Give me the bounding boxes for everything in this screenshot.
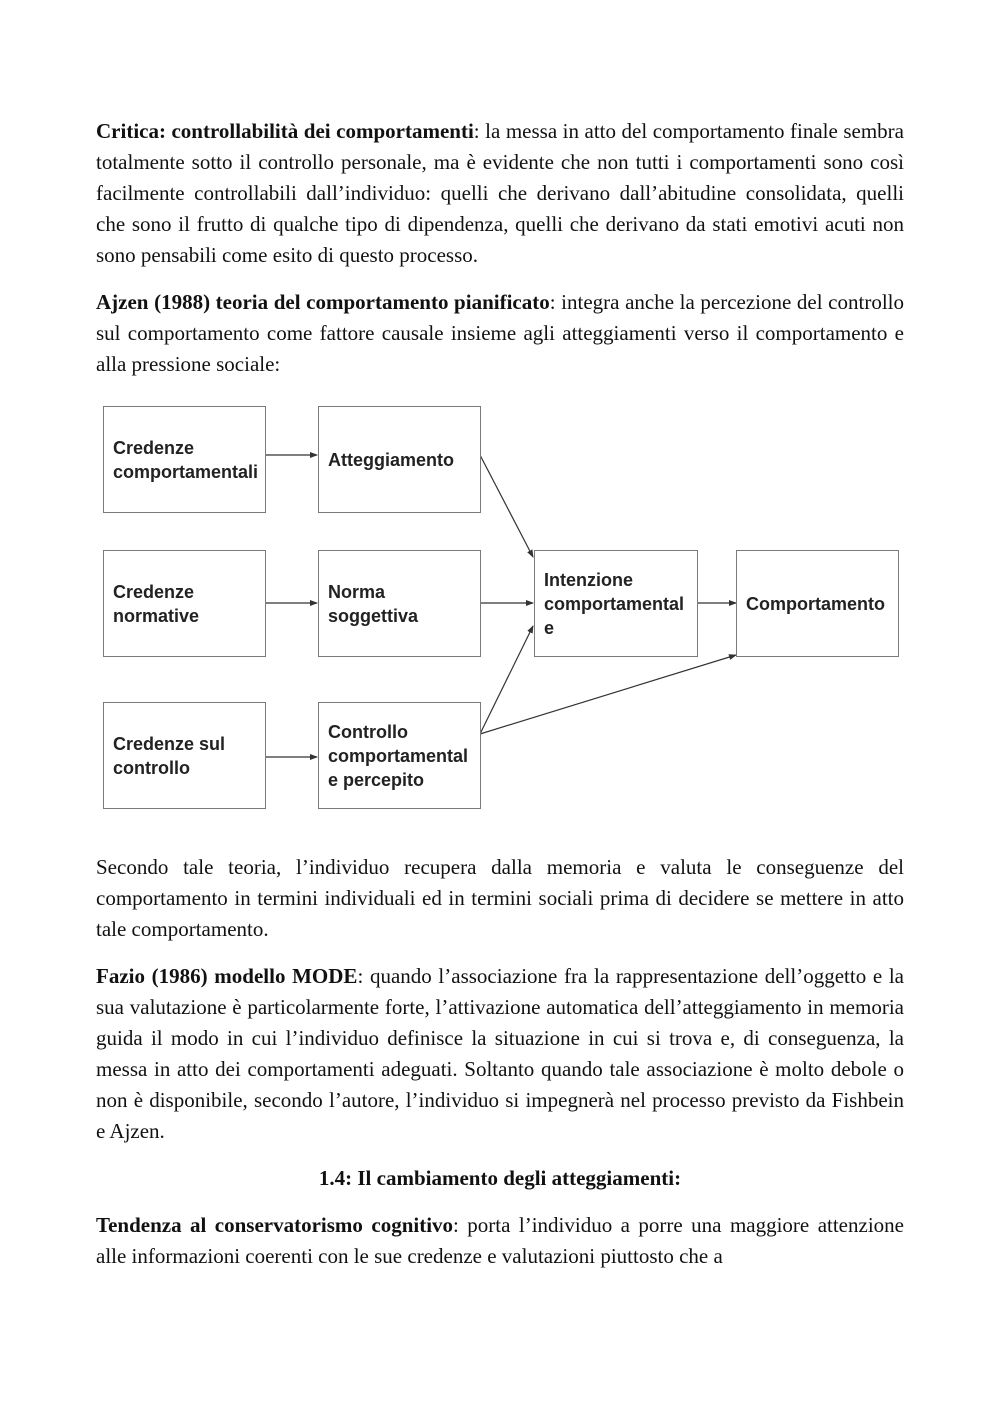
box-atteggiamento: Atteggiamento — [318, 406, 481, 513]
paragraph-secondo — [96, 852, 904, 945]
paragraph-conservatorismo — [96, 1210, 904, 1272]
paragraph-lead: Fazio (1986) modello MODE — [96, 964, 358, 988]
paragraph-text: Secondo tale teoria, l’individuo recupera dalla memoria e valuta le conseguenze del comportamento in termini individuali ed in termini sociali prima di decidere se mettere in atto tale comportamento. — [96, 855, 904, 941]
box-controllo-percepito: Controllo comportamental e percepito — [318, 702, 481, 809]
paragraph-lead: Ajzen (1988) teoria del comportamento pianificato — [96, 290, 550, 314]
arrow-percepito-intenzione — [480, 626, 533, 734]
document-page — [96, 116, 904, 1272]
box-comportamento: Comportamento — [736, 550, 899, 657]
paragraph-ajzen — [96, 287, 904, 380]
arrow-percepito-comportamento — [480, 655, 736, 734]
arrow-atteggiamento-intenzione — [480, 455, 533, 557]
paragraph-fazio — [96, 961, 904, 1147]
box-credenze-comportamentali: Credenze comportamentali — [103, 406, 266, 513]
paragraph-lead: Critica: controllabilità dei comportamenti — [96, 119, 474, 143]
paragraph-text: : porta l’individuo a porre una maggiore attenzione alle informazioni coerenti con le sue credenze e valutazioni piuttosto che a — [96, 1213, 904, 1268]
section-heading: 1.4: Il cambiamento degli atteggiamenti: — [318, 1166, 682, 1190]
box-norma-soggettiva: Norma soggettiva — [318, 550, 481, 657]
paragraph-critica — [96, 116, 904, 271]
paragraph-lead: Tendenza al conservatorismo cognitivo — [96, 1213, 454, 1237]
box-credenze-normative: Credenze normative — [103, 550, 266, 657]
paragraph-text: : quando l’associazione fra la rappresentazione dell’oggetto e la sua valutazione è particolarmente forte, l’attivazione automatica dell’atteggiamento in memoria guida il modo in cui l’individuo definisce la situazione in cui si trova e, di conseguenza, la messa in atto dei comportamenti adeguati. Soltanto quando tale associazione è molto debole o non è disponibile, secondo l’autore, l’individuo si impegnerà nel processo previsto da Fishbein e Ajzen. — [96, 964, 905, 1143]
paragraph-text: : integra anche la percezione del controllo sul comportamento come fattore causale insieme agli atteggiamenti verso il comportamento e alla pressione sociale: — [96, 290, 904, 376]
paragraph-text: : la messa in atto del comportamento finale sembra totalmente sotto il controllo personale, ma è evidente che non tutti i comportamenti sono così facilmente controllabili dall’individuo: quelli che derivano dall’abitudine consolidata, quelli che sono il frutto di qualche tipo di dipendenza, quelli che derivano da stati emotivi acuti non sono pensabili come esito di questo processo. — [96, 119, 904, 267]
box-intenzione: Intenzione comportamental e — [534, 550, 698, 657]
box-credenze-controllo: Credenze sul controllo — [103, 702, 266, 809]
theory-planned-behavior-diagram — [96, 402, 904, 852]
